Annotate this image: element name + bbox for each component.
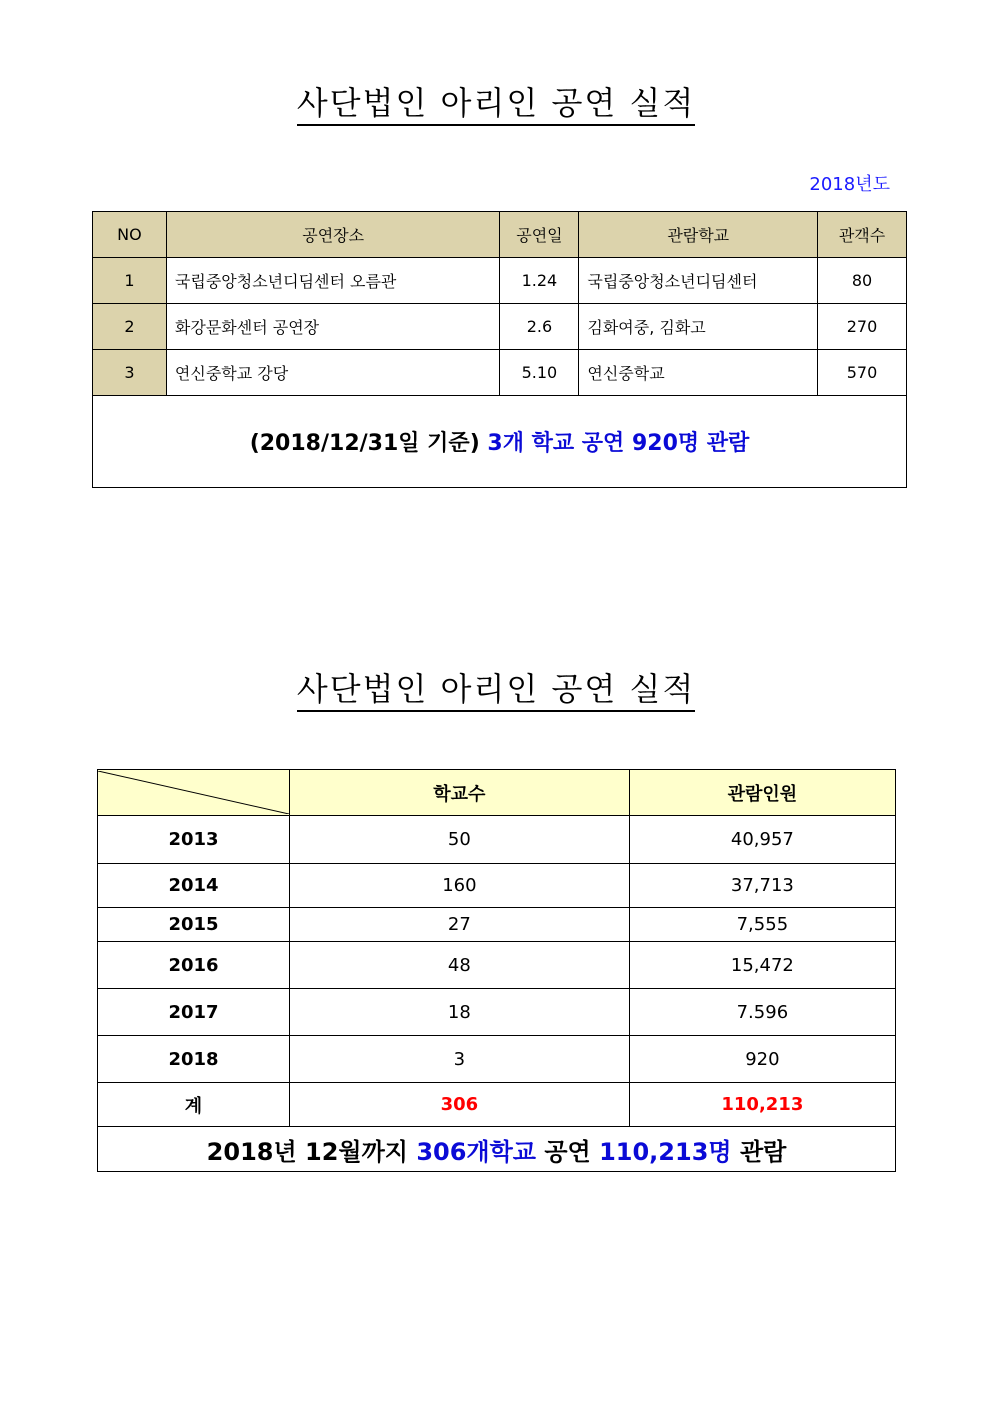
footer-part1: 2018년 12월까지 xyxy=(206,1137,408,1166)
header-audience: 관객수 xyxy=(818,212,907,258)
table-row xyxy=(98,1036,896,1083)
footer-row xyxy=(98,1127,896,1172)
row-year: 2013 xyxy=(98,816,290,864)
row-people: 37,713 xyxy=(629,864,895,908)
table-header-row xyxy=(93,212,907,258)
table-row xyxy=(98,908,896,942)
row-venue: 국립중앙청소년디딤센터 오름관 xyxy=(166,258,500,304)
summary-prefix: (2018/12/31일 기준) xyxy=(249,431,480,456)
row-year: 2016 xyxy=(98,942,290,989)
row-audience: 80 xyxy=(818,258,907,304)
row-year: 2018 xyxy=(98,1036,290,1083)
header-venue: 공연장소 xyxy=(166,212,500,258)
title-text-1: 사단법인 아리인 공연 실적 xyxy=(297,84,696,126)
footer-part4: 110,213명 xyxy=(599,1137,732,1166)
row-audience: 270 xyxy=(818,304,907,350)
row-no: 1 xyxy=(93,258,167,304)
row-schools: 3 xyxy=(290,1036,630,1083)
header-school-count: 학교수 xyxy=(290,770,630,816)
total-schools: 306 xyxy=(290,1083,630,1127)
table-row xyxy=(98,864,896,908)
row-no: 2 xyxy=(93,304,167,350)
page-title-1 xyxy=(0,78,992,124)
row-people: 40,957 xyxy=(629,816,895,864)
table-row xyxy=(98,989,896,1036)
total-row xyxy=(98,1083,896,1127)
table-row xyxy=(98,942,896,989)
row-people: 7.596 xyxy=(629,989,895,1036)
row-schools: 18 xyxy=(290,989,630,1036)
row-venue: 연신중학교 강당 xyxy=(166,350,500,396)
row-date: 1.24 xyxy=(500,258,579,304)
row-venue: 화강문화센터 공연장 xyxy=(166,304,500,350)
row-people: 7,555 xyxy=(629,908,895,942)
row-school: 국립중앙청소년디딤센터 xyxy=(579,258,818,304)
summary-row xyxy=(93,396,907,488)
table-row xyxy=(93,350,907,396)
title-text-2: 사단법인 아리인 공연 실적 xyxy=(297,670,696,712)
row-audience: 570 xyxy=(818,350,907,396)
performance-table-2018 xyxy=(92,211,907,488)
header-no: NO xyxy=(93,212,167,258)
summary-main: 3개 학교 공연 920명 관람 xyxy=(487,431,750,456)
row-no: 3 xyxy=(93,350,167,396)
row-schools: 50 xyxy=(290,816,630,864)
summary-cell xyxy=(93,396,907,488)
diagonal-line xyxy=(98,771,289,814)
row-year: 2015 xyxy=(98,908,290,942)
header-school: 관람학교 xyxy=(579,212,818,258)
footer-part3: 공연 xyxy=(544,1137,591,1166)
total-people: 110,213 xyxy=(629,1083,895,1127)
header-date: 공연일 xyxy=(500,212,579,258)
total-label: 계 xyxy=(98,1083,290,1127)
row-year: 2014 xyxy=(98,864,290,908)
row-date: 2.6 xyxy=(500,304,579,350)
table-row xyxy=(98,816,896,864)
row-schools: 48 xyxy=(290,942,630,989)
row-schools: 160 xyxy=(290,864,630,908)
table-row xyxy=(93,258,907,304)
row-schools: 27 xyxy=(290,908,630,942)
page-title-2 xyxy=(0,664,992,710)
diagonal-header-cell xyxy=(98,770,290,816)
footer-part2: 306개학교 xyxy=(416,1137,536,1166)
row-date: 5.10 xyxy=(500,350,579,396)
table-header-row xyxy=(98,770,896,816)
footer-part5: 관람 xyxy=(739,1137,787,1166)
row-year: 2017 xyxy=(98,989,290,1036)
yearly-performance-table xyxy=(97,769,896,1172)
footer-cell xyxy=(98,1127,896,1172)
row-school: 김화여중, 김화고 xyxy=(579,304,818,350)
year-label: 2018년도 xyxy=(809,174,890,195)
table-row xyxy=(93,304,907,350)
row-people: 920 xyxy=(629,1036,895,1083)
row-people: 15,472 xyxy=(629,942,895,989)
row-school: 연신중학교 xyxy=(579,350,818,396)
header-attendance: 관람인원 xyxy=(629,770,895,816)
